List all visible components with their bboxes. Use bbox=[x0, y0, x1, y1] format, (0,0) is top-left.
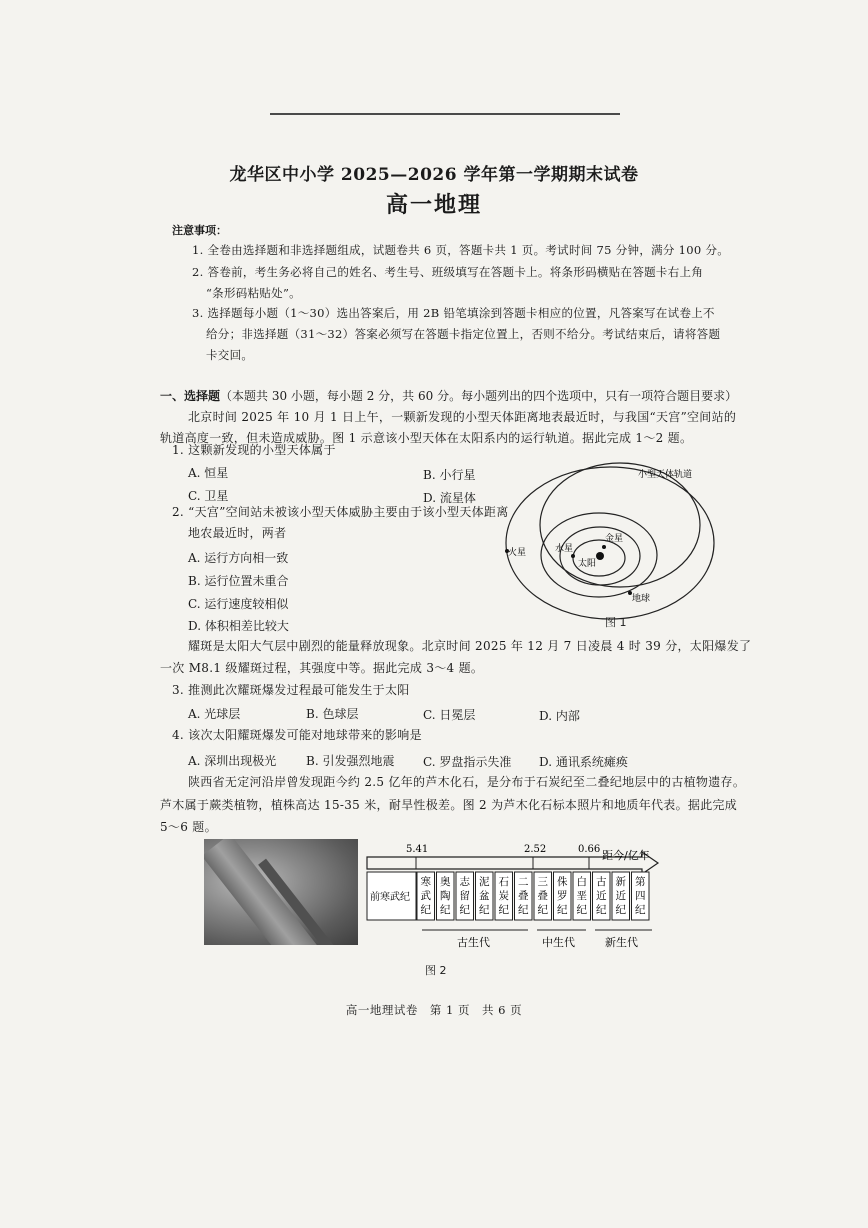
passage1-line1: 北京时间 2025 年 10 月 1 日上午，一颗新发现的小型天体距离地表最近时，与我国“天宫”空间站的 bbox=[188, 410, 737, 424]
period-label-char: 泥 bbox=[479, 876, 490, 888]
passage3-line2: 芦木属于蕨类植物，植株高达 15-35 米，耐旱性极差。图 2 为芦木化石标本照片和地质年代表。据此完成 bbox=[160, 798, 738, 812]
q2-stem-cont: 地农最近时，两者 bbox=[188, 526, 287, 540]
q2-option-c: C. 运行速度较相似 bbox=[188, 597, 289, 611]
passage2-line1: 耀斑是太阳大气层中剧烈的能量释放现象。北京时间 2025 年 12 月 7 日凌晨 4 时 39 分，太阳爆发了 bbox=[188, 639, 752, 653]
mars-label: 火星 bbox=[508, 548, 527, 558]
period-label-char: 古 bbox=[596, 876, 607, 888]
passage3-line1: 陕西省无定河沿岸曾发现距今约 2.5 亿年的芦木化石，是分布于石炭纪至二叠纪地层中的古植物遗存。 bbox=[188, 775, 746, 789]
subject-title: 高一地理 bbox=[385, 192, 482, 218]
note-3-cont2: 卡交回。 bbox=[206, 348, 254, 362]
period-label-char: 四 bbox=[635, 890, 646, 902]
sun-marker bbox=[596, 552, 604, 560]
tick-label-066: 0.66 bbox=[578, 844, 601, 855]
passage3-line3: 5～6 题。 bbox=[160, 820, 217, 834]
mercury-marker bbox=[571, 554, 575, 558]
exam-title: 龙华区中小学 2025—2026 学年第一学期期末试卷 bbox=[229, 165, 639, 185]
note-2-cont: “条形码粘贴处”。 bbox=[206, 286, 301, 300]
q2-stem: 2. “天宫”空间站未被该小型天体威胁主要由于该小型天体距离 bbox=[172, 505, 509, 519]
period-label-char: 垩 bbox=[576, 890, 587, 902]
period-label-char: 三 bbox=[537, 876, 548, 888]
q2-option-b: B. 运行位置未重合 bbox=[188, 574, 289, 588]
q4-stem: 4. 该次太阳耀斑爆发可能对地球带来的影响是 bbox=[172, 728, 422, 742]
note-3: 3. 选择题每小题（1～30）选出答案后，用 2B 铅笔填涂到答题卡相应的位置，凡答案写在试卷上不 bbox=[192, 306, 715, 320]
passage1-line2: 轨道高度一致，但未造成威胁。图 1 示意该小型天体在太阳系内的运行轨道。据此完成 1～2 题。 bbox=[160, 431, 693, 445]
note-2: 2. 答卷前，考生务必将自己的姓名、考生号、班级填写在答题卡上。将条形码横贴在答题卡右上角 bbox=[192, 265, 704, 279]
period-label-char: 白 bbox=[576, 876, 587, 888]
period-label-char: 炭 bbox=[498, 890, 509, 902]
q2-option-a: A. 运行方向相一致 bbox=[188, 551, 289, 565]
q3-option-a: A. 光球层 bbox=[188, 707, 241, 721]
earth-label: 地球 bbox=[632, 594, 651, 604]
precambrian-label: 前寒武纪 bbox=[370, 892, 410, 903]
axis-label: 距今/亿年 bbox=[602, 849, 650, 862]
period-label-char: 纪 bbox=[557, 904, 568, 916]
q1-stem: 1. 这颗新发现的小型天体属于 bbox=[172, 443, 336, 457]
venus-marker bbox=[602, 545, 606, 549]
figure1-caption: 图 1 bbox=[605, 616, 627, 629]
q2-option-d: D. 体积相差比较大 bbox=[188, 619, 289, 633]
tick-label-541: 5.41 bbox=[406, 844, 429, 855]
note-3-cont: 给分；非选择题（31～32）答案必须写在答题卡指定位置上，否则不给分。考试结束后，请将答题 bbox=[206, 327, 721, 341]
period-label-char: 志 bbox=[459, 876, 470, 888]
q1-option-c: C. 卫星 bbox=[188, 489, 229, 503]
q3-option-d: D. 内部 bbox=[539, 709, 580, 723]
period-label-char: 纪 bbox=[498, 904, 509, 916]
period-label-char: 纪 bbox=[479, 904, 490, 916]
figure2-caption: 图 2 bbox=[425, 964, 447, 977]
period-label-char: 石 bbox=[498, 876, 509, 888]
period-label-char: 纪 bbox=[518, 904, 529, 916]
period-label-char: 陶 bbox=[440, 890, 451, 902]
period-label-char: 二 bbox=[518, 876, 529, 888]
period-label-char: 寒 bbox=[420, 876, 431, 888]
passage2-line2: 一次 M8.1 级耀斑过程，其强度中等。据此完成 3～4 题。 bbox=[160, 661, 484, 675]
top-rule bbox=[270, 113, 620, 115]
period-label-char: 侏 bbox=[557, 876, 568, 888]
sun-label: 太阳 bbox=[578, 559, 597, 569]
q4-option-d: D. 通讯系统瘫痪 bbox=[539, 755, 628, 769]
period-label-char: 纪 bbox=[459, 904, 470, 916]
q3-option-b: B. 色球层 bbox=[306, 707, 359, 721]
era-cenozoic: 新生代 bbox=[605, 936, 638, 949]
period-label-char: 纪 bbox=[537, 904, 548, 916]
period-label-char: 纪 bbox=[615, 904, 626, 916]
note-1: 1. 全卷由选择题和非选择题组成，试题卷共 6 页，答题卡共 1 页。考试时间 75 分钟，满分 100 分。 bbox=[192, 243, 730, 257]
period-label-char: 留 bbox=[459, 890, 470, 902]
q4-option-c: C. 罗盘指示失准 bbox=[423, 755, 512, 769]
q4-option-b: B. 引发强烈地震 bbox=[306, 754, 395, 768]
period-label-char: 纪 bbox=[420, 904, 431, 916]
period-label-char: 新 bbox=[615, 876, 626, 888]
period-label-char: 纪 bbox=[576, 904, 587, 916]
section-heading: 一、选择题（本题共 30 小题，每小题 2 分，共 60 分。每小题列出的四个选项中，只有一项符合题目要求） bbox=[160, 389, 738, 403]
period-label-char: 近 bbox=[615, 890, 626, 902]
q1-option-d: D. 流星体 bbox=[423, 491, 476, 505]
mercury-label: 水星 bbox=[555, 544, 574, 554]
q4-option-a: A. 深圳出现极光 bbox=[188, 754, 277, 768]
period-label-char: 叠 bbox=[537, 890, 548, 902]
page-footer: 高一地理试卷 第 1 页 共 6 页 bbox=[345, 1003, 523, 1017]
period-label-char: 武 bbox=[420, 890, 431, 902]
notes-heading: 注意事项： bbox=[172, 224, 227, 237]
period-label-char: 奥 bbox=[440, 876, 451, 888]
fossil-photo bbox=[204, 839, 358, 945]
period-label-char: 盆 bbox=[479, 890, 490, 902]
figure2-geologic-timeline bbox=[362, 838, 662, 958]
tick-label-252: 2.52 bbox=[524, 844, 547, 855]
period-label-char: 叠 bbox=[518, 890, 529, 902]
q3-stem: 3. 推测此次耀斑爆发过程最可能发生于太阳 bbox=[172, 683, 410, 697]
period-label-char: 第 bbox=[635, 876, 646, 888]
period-label-char: 纪 bbox=[440, 904, 451, 916]
period-label-char: 罗 bbox=[557, 890, 568, 902]
orbit-label: 小型天体轨道 bbox=[638, 470, 693, 480]
era-paleozoic: 古生代 bbox=[457, 936, 490, 949]
q1-option-b: B. 小行星 bbox=[423, 468, 476, 482]
period-label-char: 纪 bbox=[635, 904, 646, 916]
q1-option-a: A. 恒星 bbox=[188, 466, 229, 480]
venus-label: 金星 bbox=[605, 534, 624, 544]
figure1-orbit-diagram bbox=[500, 455, 720, 630]
section-desc: （本题共 30 小题，每小题 2 分，共 60 分。每小题列出的四个选项中，只有一项符合题目要求） bbox=[220, 389, 738, 403]
period-label-char: 近 bbox=[596, 890, 607, 902]
period-label-char: 纪 bbox=[596, 904, 607, 916]
era-mesozoic: 中生代 bbox=[542, 936, 575, 949]
q3-option-c: C. 日冕层 bbox=[423, 708, 476, 722]
